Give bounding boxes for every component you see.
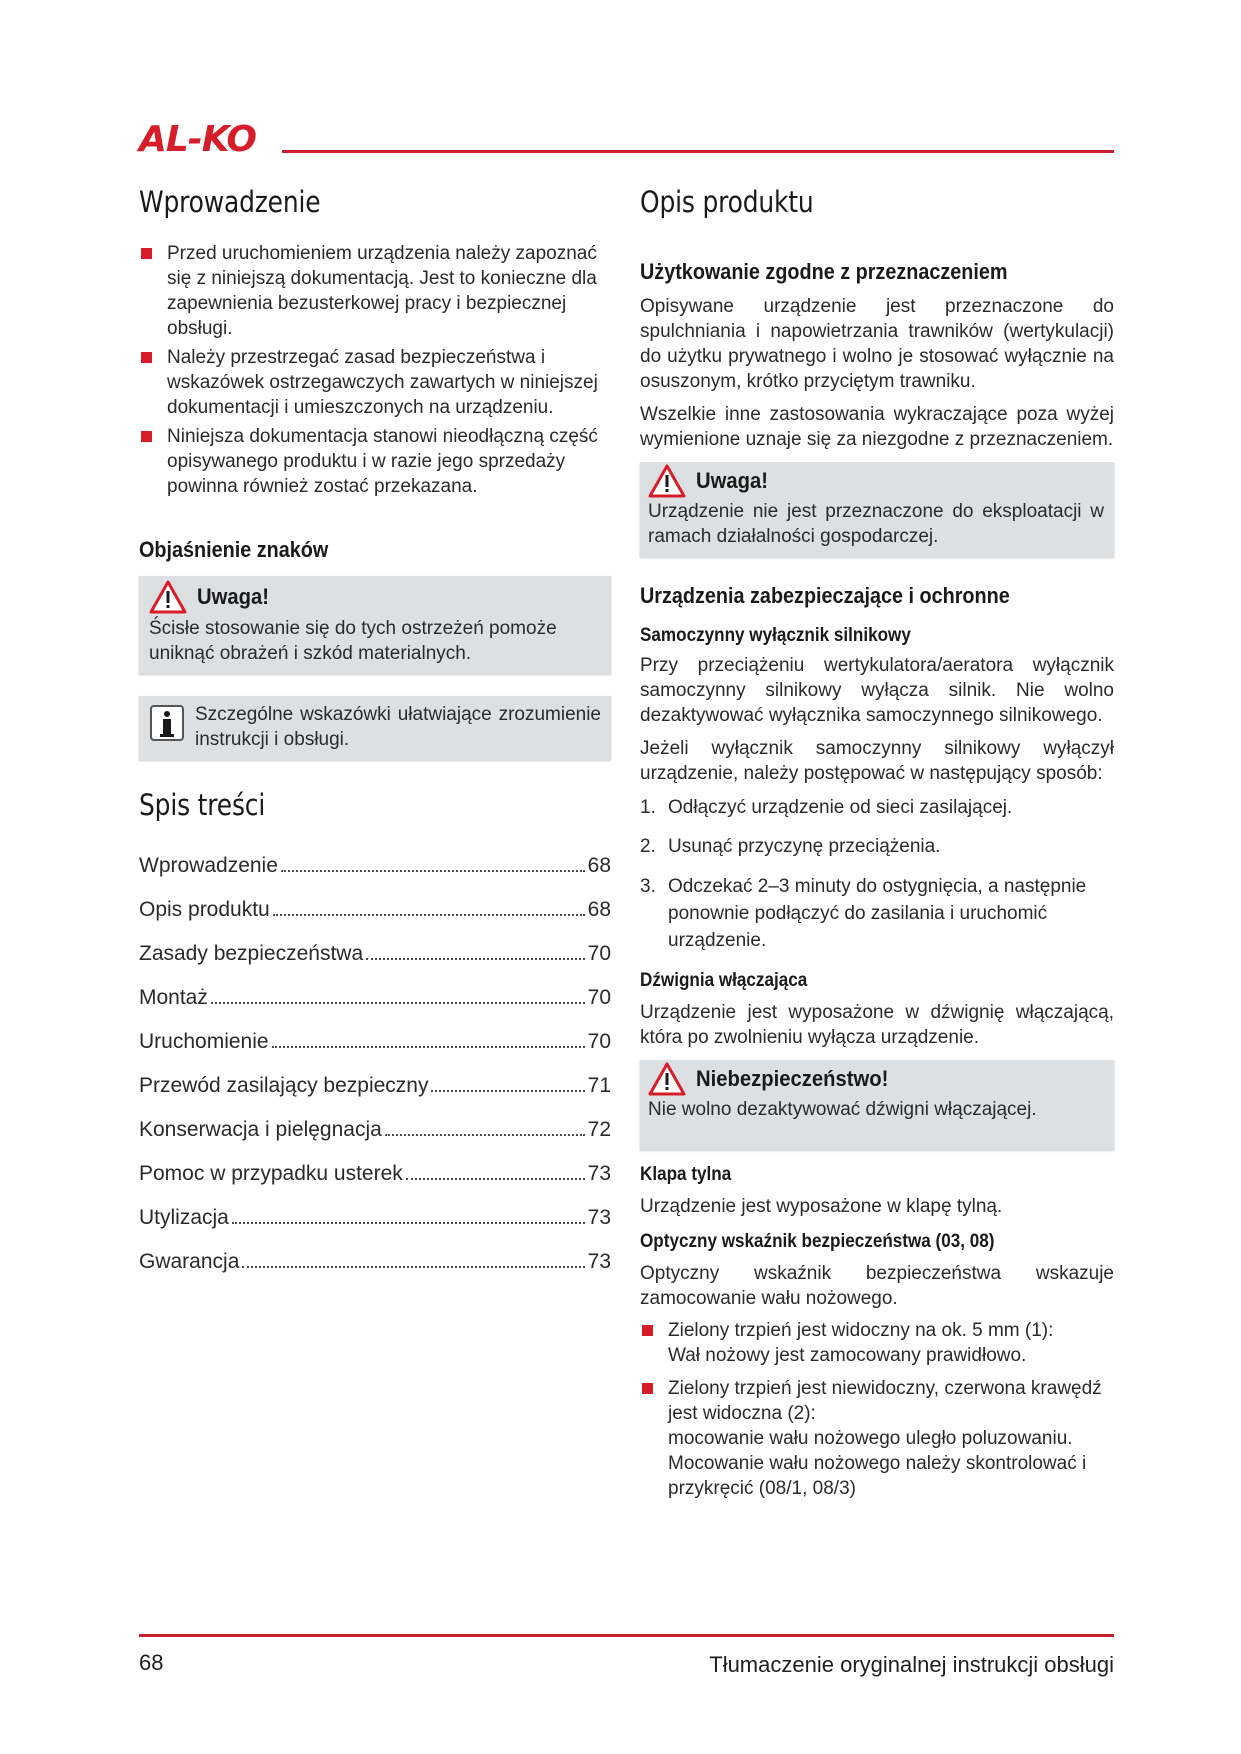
- warning-text: Urządzenie nie jest przeznaczone do eksploatacji w ramach działalności gospodarczej.: [648, 501, 1104, 547]
- info-icon: [149, 704, 185, 742]
- toc-entry[interactable]: Opis produktu 68: [139, 898, 611, 921]
- danger-box: [640, 1060, 1114, 1150]
- bullet-square-icon: [141, 431, 152, 442]
- warning-triangle-icon: [648, 1062, 686, 1096]
- footer-rule: [139, 1634, 1114, 1637]
- motor-switch-text-2: Jeżeli wyłącznik samoczynny silnikowy wyłączył urządzenie, należy postępować w następujący sposób:: [640, 738, 1114, 784]
- steps-list: [640, 795, 1114, 954]
- header-rule: [282, 150, 1114, 153]
- toc-entry[interactable]: Montaż 70: [139, 986, 611, 1009]
- warning-text: Ścisłe stosowanie się do tych ostrzeżeń pomoże uniknąć obrażeń i szkód materialnych.: [149, 618, 557, 664]
- danger-title: Niebezpieczeństwo!: [696, 1066, 889, 1091]
- info-text: Szczególne wskazówki ułatwiające zrozumienie instrukcji i obsługi.: [195, 704, 601, 750]
- step-item: 2. Usunąć przyczynę przeciążenia.: [640, 836, 941, 857]
- intro-heading: Wprowadzenie: [139, 185, 321, 219]
- warning-triangle-icon: [648, 464, 686, 498]
- intro-bullet: Przed uruchomieniem urządzenia należy zapoznać się z niniejszą dokumentacją. Jest to konieczne dla zapewnienia bezusterkowej pracy i bezpiecznej obsługi.: [139, 241, 611, 341]
- left-column: [139, 185, 611, 1274]
- toc-list: [139, 834, 611, 1274]
- indicator-text: Optyczny wskaźnik bezpieczeństwa wskazuje zamocowanie wału nożowego.: [640, 1263, 1114, 1309]
- intro-bullet: Należy przestrzegać zasad bezpieczeństwa i wskazówek ostrzegawczych zawartych w niniejszej dokumentacji i umieszczonych na urządzeniu.: [139, 345, 611, 420]
- warning-box: [640, 462, 1114, 557]
- right-column: [640, 185, 1114, 1501]
- bullet-square-icon: [141, 248, 152, 259]
- signs-heading: Objaśnienie znaków: [139, 537, 329, 562]
- motor-switch-heading: Samoczynny wyłącznik silnikowy: [640, 625, 911, 646]
- toc-entry[interactable]: Konserwacja i pielęgnacja 72: [139, 1118, 611, 1141]
- motor-switch-text: Przy przeciążeniu wertykulatora/aeratora wyłącznik samoczynny silnikowy wyłącza silnik. Nie wolno dezaktywować wyłącznika samoczynnego silnikowego.: [640, 655, 1114, 726]
- bullet-square-icon: [642, 1325, 653, 1336]
- step-item: 3. Odczekać 2–3 minuty do ostygnięcia, a następnie ponownie podłączyć do zasilania i uruchomić urządzenie.: [640, 876, 1087, 951]
- toc-entry[interactable]: Zasady bezpieczeństwa 70: [139, 942, 611, 965]
- indicator-heading: Optyczny wskaźnik bezpieczeństwa (03, 08): [640, 1231, 995, 1252]
- toc-entry[interactable]: Przewód zasilający bezpieczny 71: [139, 1074, 611, 1097]
- intro-bullet-list: [139, 241, 611, 499]
- warning-box: [139, 576, 611, 674]
- toc-entry[interactable]: Gwarancja 73: [139, 1250, 611, 1273]
- indicator-bullet: Zielony trzpień jest niewidoczny, czerwona krawędź jest widoczna (2): mocowanie wału nożowego uległo poluzowaniu. Mocowanie wału nożowego należy skontrolować i przykręcić (08/1, 08/3): [640, 1376, 1114, 1501]
- bullet-square-icon: [642, 1383, 653, 1394]
- flap-heading: Klapa tylna: [640, 1164, 732, 1185]
- warning-title: Uwaga!: [197, 584, 269, 609]
- info-box: [139, 696, 611, 760]
- toc-entry[interactable]: Uruchomienie 70: [139, 1030, 611, 1053]
- danger-text: Nie wolno dezaktywować dźwigni włączającej.: [648, 1099, 1037, 1120]
- intended-use-text-2: Wszelkie inne zastosowania wykraczające poza wyżej wymienione uznaje się za niezgodne z przeznaczeniem.: [640, 404, 1114, 450]
- product-heading: Opis produktu: [640, 185, 814, 219]
- bullet-square-icon: [141, 352, 152, 363]
- toc-entry[interactable]: Pomoc w przypadku usterek 73: [139, 1162, 611, 1185]
- toc-heading: Spis treści: [139, 788, 266, 822]
- warning-title: Uwaga!: [696, 468, 768, 493]
- warning-triangle-icon: [149, 580, 187, 614]
- indicator-bullet: Zielony trzpień jest widoczny na ok. 5 mm (1): Wał nożowy jest zamocowany prawidłowo.: [640, 1318, 1114, 1368]
- intended-use-text: Opisywane urządzenie jest przeznaczone do spulchniania i napowietrzania trawników (wertykulacji) do użytku prywatnego i wolno je stosować wyłącznie na osuszonym, krótko przyciętym trawniku.: [640, 296, 1114, 392]
- toc-entry[interactable]: Wprowadzenie 68: [139, 854, 611, 877]
- safety-devices-heading: Urządzenia zabezpieczające i ochronne: [640, 583, 1010, 608]
- lever-heading: Dźwignia włączająca: [640, 970, 808, 991]
- footer-text: Tłumaczenie oryginalnej instrukcji obsługi: [709, 1652, 1114, 1677]
- flap-text: Urządzenie jest wyposażone w klapę tylną.: [640, 1196, 1003, 1217]
- page-number: 68: [139, 1650, 164, 1675]
- toc-entry[interactable]: Utylizacja 73: [139, 1206, 611, 1229]
- intro-bullet: Niniejsza dokumentacja stanowi nieodłączną część opisywanego produktu i w razie jego sprzedaży powinna również zostać przekazana.: [139, 424, 611, 499]
- indicator-bullet-list: [640, 1318, 1114, 1501]
- brand-logo: AL-KO: [139, 119, 256, 160]
- lever-text: Urządzenie jest wyposażone w dźwignię włączającą, która po zwolnieniu wyłącza urządzenie.: [640, 1002, 1114, 1048]
- intended-use-heading: Użytkowanie zgodne z przeznaczeniem: [640, 259, 1008, 284]
- step-item: 1. Odłączyć urządzenie od sieci zasilającej.: [640, 797, 1013, 818]
